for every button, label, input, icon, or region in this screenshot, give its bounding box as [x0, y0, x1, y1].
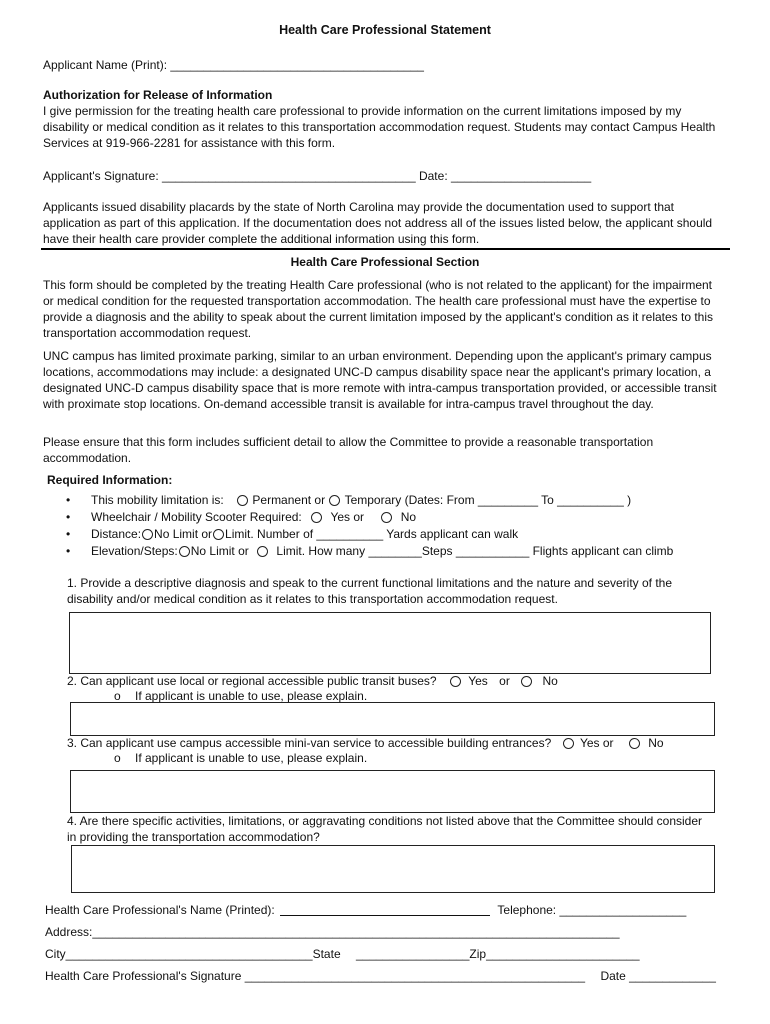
distance-no-limit-radio[interactable] [142, 529, 153, 540]
q2-yes-radio[interactable] [450, 676, 461, 687]
question-4-answer-box[interactable] [71, 845, 715, 893]
question-2 [67, 673, 558, 689]
bullet: • [66, 527, 71, 541]
wheelchair-label: Wheelchair / Mobility Scooter Required: [91, 510, 302, 524]
temporary-label: Temporary (Dates: From _________ To __________ ) [344, 493, 632, 507]
distance-limit-label: Limit. Number of __________ Yards applicant can walk [225, 527, 519, 541]
elevation-label: Elevation/Steps: [91, 544, 178, 558]
question-2-text: 2. Can applicant use local or regional accessible public transit buses? [67, 674, 437, 688]
question-2-sub: If applicant is unable to use, please explain. [135, 689, 368, 703]
sub-bullet: o [114, 751, 121, 765]
q2-yes-label: Yes [468, 674, 488, 688]
distance-label: Distance: [91, 527, 142, 541]
elevation-limit-radio[interactable] [257, 546, 268, 557]
applicant-signature-field[interactable]: Applicant's Signature: ______________________________________ Date: _____________________ [43, 169, 592, 183]
distance-no-limit-label: No Limit or [154, 527, 213, 541]
temporary-radio[interactable] [329, 495, 340, 506]
wheelchair-no-radio[interactable] [381, 512, 392, 523]
wheelchair-yes-radio[interactable] [311, 512, 322, 523]
question-3-text: 3. Can applicant use campus accessible mini-van service to accessible building entrances? [67, 736, 552, 750]
elevation-row [91, 543, 673, 559]
q2-no-radio[interactable] [521, 676, 532, 687]
distance-limit-radio[interactable] [213, 529, 224, 540]
permanent-radio[interactable] [237, 495, 248, 506]
question-2-answer-box[interactable] [70, 702, 715, 736]
question-4: 4. Are there specific activities, limitations, or aggravating conditions not listed above that the Committee should consider in providing the transportation accommodation? [67, 814, 702, 844]
authorization-text: I give permission for the treating health care professional to provide information on the current limitations imposed by my disability or medical condition as it relates to this transportation accommodation request. Students may contact Campus Health Services at 919-966-2281 for assistance with this form. [43, 104, 716, 150]
placards-paragraph: Applicants issued disability placards by the state of North Carolina may provide the documentation used to support that application as part of this application. If the documentation does not address all of the issues listed below, the applicant should have their health care provider complete the additional information using this form. [43, 200, 713, 246]
q3-yes-radio[interactable] [563, 738, 574, 749]
bullet: • [66, 493, 71, 507]
elevation-no-limit-radio[interactable] [179, 546, 190, 557]
q3-no-radio[interactable] [629, 738, 640, 749]
hcp-name-label: Health Care Professional's Name (Printed): [45, 903, 275, 917]
authorization-heading: Authorization for Release of Information [43, 88, 273, 102]
hcp-name-field[interactable] [280, 903, 490, 916]
hcp-signature-row [45, 968, 716, 984]
bullet: • [66, 510, 71, 524]
elevation-no-limit-label: No Limit or [190, 544, 249, 558]
hcp-signature-field[interactable]: Health Care Professional's Signature ___________________________________________________ [45, 969, 586, 983]
section-divider [41, 248, 730, 250]
bullet: • [66, 544, 71, 558]
section-paragraph-3: Please ensure that this form includes sufficient detail to allow the Committee to provide a reasonable transportation accommodation. [43, 435, 654, 465]
wheelchair-row [91, 509, 416, 525]
wheelchair-no-label: No [400, 510, 417, 524]
required-heading: Required Information: [47, 473, 173, 487]
zip-field[interactable]: _________________Zip_______________________ [355, 947, 640, 961]
q2-or-label: or [499, 674, 510, 688]
q2-no-label: No [542, 674, 558, 688]
mobility-limitation-row [91, 492, 631, 508]
address-field[interactable]: Address:_______________________________________________________________________________ [45, 925, 620, 939]
question-3 [67, 735, 664, 751]
section-paragraph-1: This form should be completed by the treating Health Care professional (who is not related to the applicant) for the impairment or medical condition for the requested transportation accommodation. The health care professional must have the expertise to provide a diagnosis and the ability to speak about the current limitation imposed by the applicant's condition as it relates to this transportation accommodation request. [43, 278, 714, 340]
question-3-sub: If applicant is unable to use, please explain. [135, 751, 368, 765]
distance-row [91, 526, 518, 542]
section-paragraph-2: UNC campus has limited proximate parking, similar to an urban environment. Depending upon the applicant's primary campus locations, accommodations may include: a designated UNC-D campus disability space near the applicant's primary location, a designated UNC-D campus disability space that is more remote with intra-campus transportation provided, or accessible transit with proximate stop locations. On-demand accessible transit is available for intra-campus travel throughout the day. [43, 349, 717, 411]
section-title: Health Care Professional Section [290, 255, 480, 269]
telephone-field[interactable]: Telephone: ___________________ [497, 903, 687, 917]
sub-bullet: o [114, 689, 121, 703]
applicant-name-field[interactable]: Applicant Name (Print): ______________________________________ [43, 58, 424, 72]
city-state-field[interactable]: City_____________________________________State [45, 947, 341, 961]
wheelchair-yes-label: Yes or [330, 510, 365, 524]
city-state-zip-row [45, 946, 640, 962]
question-1: 1. Provide a descriptive diagnosis and speak to the current functional limitations and the nature and severity of the disability and/or medical condition as it relates to this transportation accommodation request. [67, 576, 673, 606]
q3-no-label: No [648, 736, 664, 750]
elevation-limit-label: Limit. How many ________Steps ___________ Flights applicant can climb [276, 544, 674, 558]
question-3-answer-box[interactable] [70, 770, 715, 813]
q3-yes-label: Yes or [579, 736, 614, 750]
question-1-answer-box[interactable] [69, 612, 711, 674]
hcp-name-row [45, 902, 686, 918]
permanent-label: Permanent or [252, 493, 326, 507]
mobility-limitation-label: This mobility limitation is: [91, 493, 224, 507]
page-title: Health Care Professional Statement [279, 23, 491, 37]
hcp-date-field[interactable]: Date _____________ [600, 969, 716, 983]
